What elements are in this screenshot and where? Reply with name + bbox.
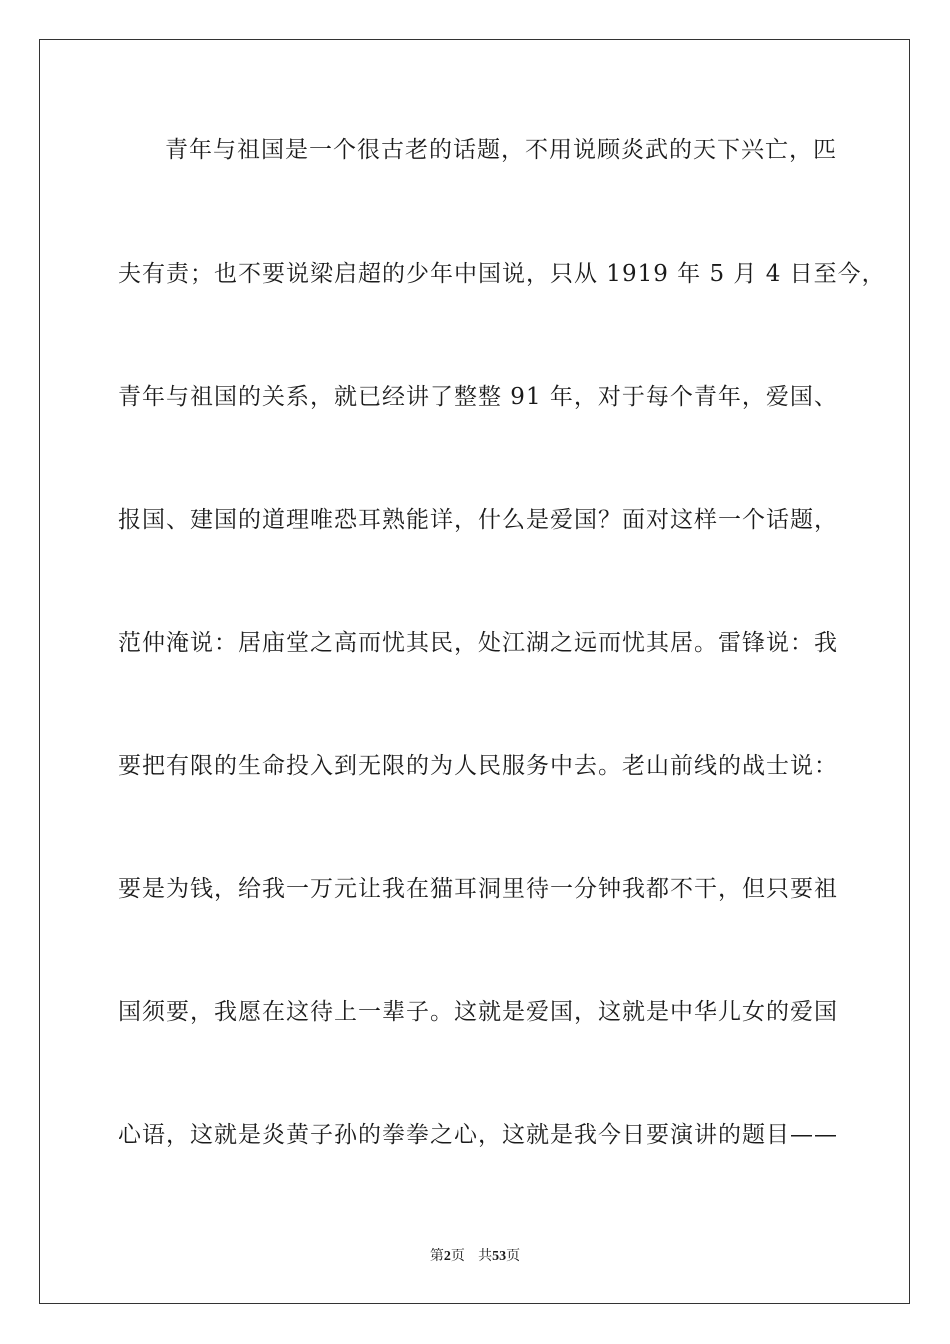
text-line-8: 国须要，我愿在这待上一辈子。这就是爱国，这就是中华儿女的爱国 — [118, 999, 838, 1025]
page-suffix: 页 — [450, 1248, 465, 1264]
text-line-6: 要把有限的生命投入到无限的为人民服务中去。老山前线的战士说： — [118, 753, 838, 779]
text-line-4: 报国、建国的道理唯恐耳熟能详，什么是爱国？面对这样一个话题， — [118, 507, 838, 533]
text-line-7: 要是为钱，给我一万元让我在猫耳洞里待一分钟我都不干，但只要祖 — [118, 876, 838, 902]
text-line-1: 青年与祖国是一个很古老的话题，不用说顾炎武的天下兴亡，匹 — [165, 137, 837, 163]
text-line-5: 范仲淹说：居庙堂之高而忧其民，处江湖之远而忧其居。雷锋说：我 — [118, 630, 838, 656]
text-line-9: 心语，这就是炎黄子孙的拳拳之心，这就是我今日要演讲的题目—— — [118, 1122, 838, 1148]
page-footer — [0, 1246, 950, 1267]
page-prefix: 第 — [429, 1248, 444, 1264]
total-suffix: 页 — [506, 1248, 521, 1264]
page-number: 2 — [443, 1249, 451, 1264]
total-pages: 53 — [492, 1249, 507, 1264]
text-line-2: 夫有责；也不要说梁启超的少年中国说，只从 1919 年 5 月 4 日至今， — [118, 261, 886, 287]
text-line-3: 青年与祖国的关系，就已经讲了整整 91 年，对于每个青年，爱国、 — [118, 384, 838, 410]
total-prefix: 共 — [478, 1248, 493, 1264]
